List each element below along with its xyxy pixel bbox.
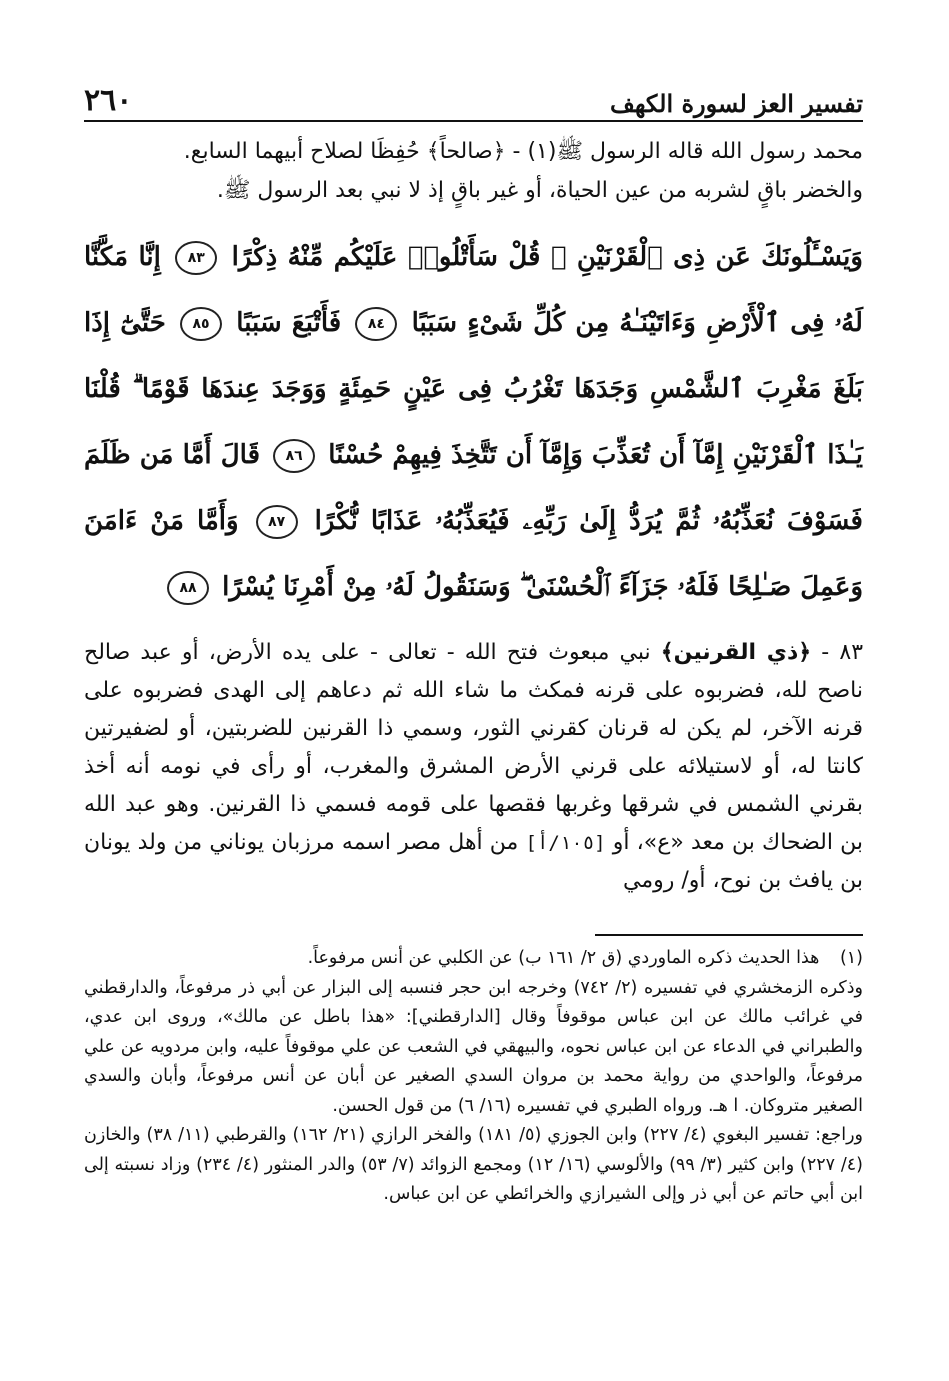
footnote-text: هذا الحديث ذكره الماوردي (ق ٢/ ١٦١ ب) عن الكلبي عن أنس مرفوعاً. bbox=[307, 948, 820, 968]
footnote-line bbox=[84, 944, 863, 974]
ayah-number-mark: ٨٣ bbox=[175, 241, 217, 275]
footnote-paragraph: وراجع: تفسير البغوي (٤/ ٢٢٧) وابن الجوزي (٥/ ١٨١) والفخر الرازي (٢١/ ١٦٢) والقرطبي (١١/ ٣٨) والخازن (٤/ ٢٢٧) وابن كثير (٣/ ٩٩) والألوسي (١٦/ ١٢) ومجمع الزوائد (٧/ ٥٣) والدر المنثور (٤/ ٢٣٤) وزاد نسبته إلى ابن أبي حاتم عن أبي ذر وإلى الشيرازي والخرائطي عن ابن عباس. bbox=[84, 1125, 863, 1204]
intro-text bbox=[84, 132, 863, 210]
page-header bbox=[84, 72, 863, 122]
commentary-verse-number: ٨٣ - bbox=[821, 640, 864, 665]
ayah-number-mark: ٨٨ bbox=[167, 571, 209, 605]
verse-text: وَأَمَّا مَنْ ءَامَنَ وَعَمِلَ صَـٰلِحًا فَلَهُۥ جَزَآءً ٱلْحُسْنَىٰ ۖ وَسَنَقُولُ لَهُۥ مِنْ أَمْرِنَا يُسْرًا bbox=[84, 506, 863, 602]
verse-text: وَيَسْـَٔلُونَكَ عَن ذِى ٱلْقَرْنَيْنِ ۖ قُلْ سَأَتْلُوا۟ عَلَيْكُم مِّنْهُ ذِكْرًا bbox=[231, 242, 863, 272]
ayah-number-mark: ٨٤ bbox=[355, 307, 397, 341]
verse-text: فَأَتْبَعَ سَبَبًا bbox=[236, 308, 342, 338]
footnote-number: (١) bbox=[839, 948, 863, 968]
quran-verses bbox=[84, 224, 863, 620]
footnotes bbox=[84, 944, 863, 1210]
folio-marker: [١٠٥/أ] bbox=[525, 832, 606, 854]
verse-text: إِنَّا مَكَّنَّا لَهُۥ فِى ٱلْأَرْضِ وَءَاتَيْنَـٰهُ مِن كُلِّ شَىْءٍ سَبَبًا bbox=[84, 242, 863, 338]
ayah-number-mark: ٨٧ bbox=[256, 505, 298, 539]
footnote-paragraph: وذكره الزمخشري في تفسيره (٢/ ٧٤٢) وخرجه ابن حجر فنسبه إلى البزار عن أبي ذر مرفوعاً، والدارقطني في غرائب مالك عن ابن عباس موقوفاً وقال [الدارقطني]: «هذا باطل عن مالك»، وروى ابن عدي، والطبراني في الدعاء عن ابن عباس نحوه، والبيهقي في الشعب عن علي موقوفاً عليه، وابن مردويه عن علي مرفوعاً، والواحدي من رواية محمد بن مروان السدي الصغير عن أبان عن أنس مرفوعاً، وأبان والسدي الصغير متروكان. ا هـ. ورواه الطبري في تفسيره (١٦/ ٦) من قول الحسن. bbox=[84, 977, 864, 1116]
ayah-number-mark: ٨٥ bbox=[180, 307, 222, 341]
commentary-term: ﴿ذي القرنين﴾ bbox=[660, 640, 812, 665]
commentary-text: نبي مبعوث فتح الله - تعالى - على يده الأرض، أو عبد صالح ناصح لله، فضربوه على قرنه فمكث ما شاء الله ثم دعاهم إلى الهدى فضربوه على قرنه الآخر، لم يكن له قرنان كقرني الثور، وسمي ذا القرنين للضربتين، أو لضفيرتين كانتا له، أو لاستيلائه على قرني الأرض المشرق والمغرب، أو رأى في نومه أنه أخذ بقرني الشمس في شرقها وغربها فقصها على قومه فسمي ذا القرنين. وهو عبد الله بن الضحاك بن معد «ع»، أو bbox=[84, 640, 864, 855]
verse-text: حَتَّىٰٓ إِذَا بَلَغَ مَغْرِبَ ٱلشَّمْسِ وَجَدَهَا تَغْرُبُ فِى عَيْنٍ حَمِئَةٍ وَوَجَدَ عِندَهَا قَوْمًا ۗ قُلْنَا يَـٰذَا ٱلْقَرْنَيْنِ إِمَّآ أَن تُعَذِّبَ وَإِمَّآ أَن تَتَّخِذَ فِيهِمْ حُسْنًا bbox=[84, 308, 863, 470]
commentary-paragraph bbox=[84, 634, 863, 900]
footnote-divider bbox=[595, 934, 863, 936]
commentary bbox=[84, 634, 863, 900]
page-number: ٢٦٠ bbox=[84, 83, 133, 118]
running-title: تفسير العز لسورة الكهف bbox=[609, 89, 863, 118]
commentary-text: من أهل مصر اسمه مرزبان يوناني من ولد يونان بن يافث بن نوح، أو/ رومي bbox=[84, 830, 863, 893]
intro-line: محمد رسول الله قاله الرسول ﷺ(١) - ﴿صالحاً﴾ حُفِظَا لصلاح أبيهما السابع. bbox=[183, 139, 863, 164]
intro-line: والخضر باقٍ لشربه من عين الحياة، أو غير باقٍ إذ لا نبي بعد الرسول ﷺ. bbox=[216, 178, 863, 203]
verse-text: قَالَ أَمَّا مَن ظَلَمَ فَسَوْفَ نُعَذِّبُهُۥ ثُمَّ يُرَدُّ إِلَىٰ رَبِّهِۦ فَيُعَذِّبُهُۥ عَذَابًا نُّكْرًا bbox=[84, 440, 863, 536]
ayah-number-mark: ٨٦ bbox=[273, 439, 315, 473]
